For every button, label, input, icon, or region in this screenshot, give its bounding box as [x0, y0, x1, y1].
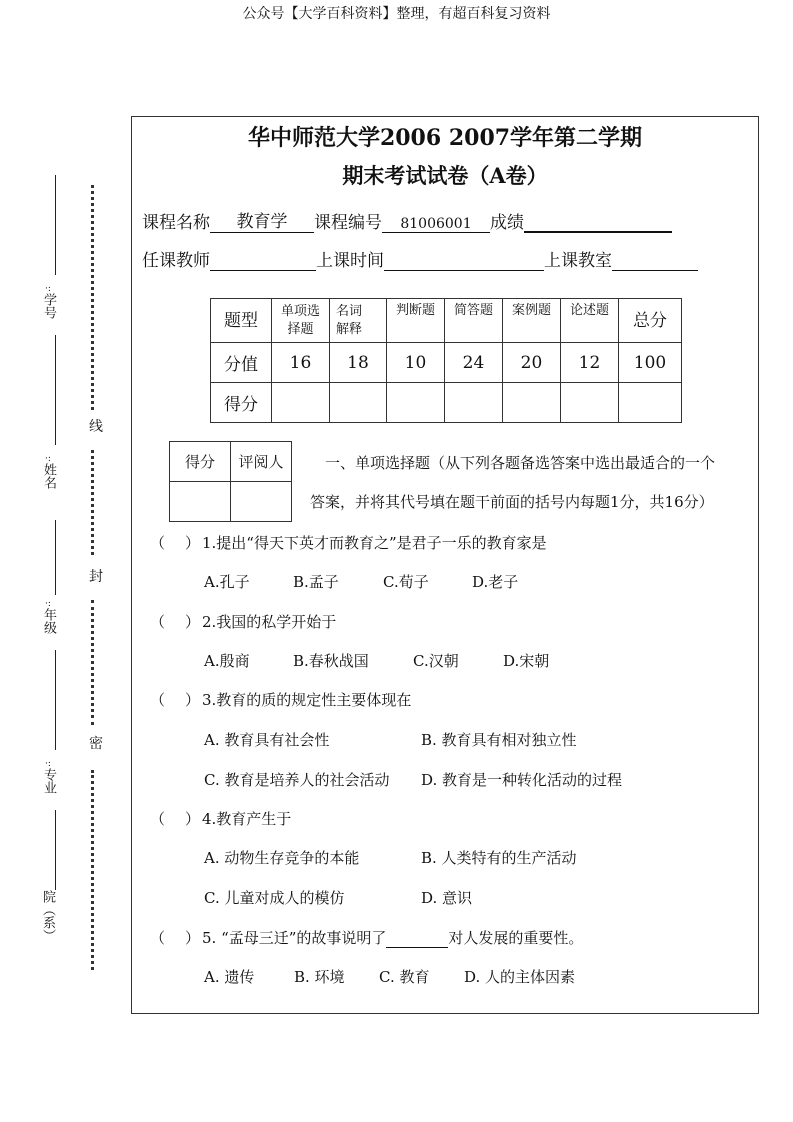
value-cell: 18 — [330, 343, 387, 383]
score-table-value-row — [211, 343, 682, 383]
course-name-label: 课程名称 — [142, 213, 210, 233]
question-4 — [150, 808, 291, 829]
score-table — [210, 298, 682, 423]
header-cell: 单项选 择题 — [272, 299, 330, 343]
q3-options-row1 — [204, 729, 577, 750]
option: B. 教育具有相对独立性 — [421, 731, 577, 749]
value-cell: 24 — [445, 343, 503, 383]
exam-subtitle: 期末考试试卷（A卷） — [342, 163, 548, 188]
q3-options-row2 — [204, 769, 622, 790]
course-code-label: 课程编号 — [314, 213, 382, 233]
field-major: ·: 专业 — [41, 759, 56, 794]
question-stem: 5. “孟母三迁”的故事说明了 — [202, 929, 387, 947]
room-label: 上课教室 — [544, 251, 612, 271]
score-table-header-row — [211, 299, 682, 343]
fill-blank[interactable] — [386, 931, 448, 948]
grader-box — [169, 441, 292, 522]
seal-dotted-line — [91, 185, 94, 410]
option: C.荀子 — [383, 573, 429, 591]
option: D.宋朝 — [503, 652, 550, 670]
grader-name-label: 评阅人 — [231, 442, 292, 482]
option: D. 教育是一种转化活动的过程 — [421, 771, 623, 789]
q2-options — [204, 650, 549, 671]
q5-options — [204, 966, 575, 987]
score-cell[interactable] — [503, 383, 561, 423]
value-cell: 10 — [387, 343, 445, 383]
option: C.汉朝 — [413, 652, 459, 670]
header-total: 总分 — [619, 299, 682, 343]
score-table-score-row — [211, 383, 682, 423]
answer-blank[interactable]: （ ） — [150, 534, 201, 552]
option: A. 遗传 — [204, 968, 255, 986]
score-cell[interactable] — [387, 383, 445, 423]
value-cell: 20 — [503, 343, 561, 383]
header-cell: 名词 解释 — [330, 299, 387, 343]
value-cell: 12 — [561, 343, 619, 383]
margin-line — [55, 810, 56, 890]
answer-blank[interactable]: （ ） — [150, 810, 201, 828]
score-cell[interactable] — [445, 383, 503, 423]
question-stem-end: 对人发展的重要性。 — [448, 929, 584, 947]
course-name-value[interactable]: 教育学 — [210, 207, 314, 233]
question-5 — [150, 927, 583, 948]
value-cell: 16 — [272, 343, 330, 383]
field-grade: ·: 年级 — [41, 599, 56, 634]
field-department: 院（系） — [40, 890, 55, 942]
header-cell: 案例题 — [503, 299, 561, 343]
score-cell[interactable] — [561, 383, 619, 423]
time-field[interactable] — [384, 250, 544, 271]
seal-dotted-line — [91, 770, 94, 970]
q4-options-row2 — [204, 887, 472, 908]
question-stem: 3.教育的质的规定性主要体现在 — [202, 691, 412, 709]
row-label-type: 题型 — [211, 299, 272, 343]
grader-score-field[interactable] — [170, 482, 231, 522]
option: B.春秋战国 — [293, 652, 369, 670]
field-student-id: ·: 学号 — [41, 284, 56, 319]
teacher-field[interactable] — [210, 250, 316, 271]
option: C. 儿童对成人的模仿 — [204, 889, 345, 907]
room-field[interactable] — [612, 250, 698, 271]
seal-dotted-line — [91, 600, 94, 725]
grader-score-label: 得分 — [170, 442, 231, 482]
header-watermark: 公众号【大学百科资料】整理，有超百科复习资料 — [242, 6, 551, 22]
answer-blank[interactable]: （ ） — [150, 691, 201, 709]
option: A.孔子 — [204, 573, 250, 591]
teacher-info-row — [142, 246, 698, 271]
section-heading-cont: 答案，并将其代号填在题干前面的括号内每题1分，共16分） — [310, 493, 714, 511]
header-cell: 判断题 — [387, 299, 445, 343]
question-stem: 2.我国的私学开始于 — [202, 613, 337, 631]
score-cell[interactable] — [272, 383, 330, 423]
question-1 — [150, 532, 547, 553]
question-stem: 1.提出“得天下英才而教育之”是君子一乐的教育家是 — [202, 534, 547, 552]
section-heading: 一、单项选择题（从下列各题备选答案中选出最适合的一个 — [325, 454, 716, 472]
option: D. 人的主体因素 — [464, 968, 576, 986]
answer-blank[interactable]: （ ） — [150, 929, 201, 947]
question-2 — [150, 611, 336, 632]
option: A. 教育具有社会性 — [204, 731, 330, 749]
row-label-value: 分值 — [211, 343, 272, 383]
option: B. 环境 — [294, 968, 345, 986]
question-3 — [150, 689, 411, 710]
margin-line — [55, 335, 56, 445]
margin-line — [55, 650, 56, 750]
course-info-row — [142, 207, 672, 233]
q4-options-row1 — [204, 847, 577, 868]
exam-title: 华中师范大学2006 2007学年第二学期 — [247, 125, 643, 151]
option: C. 教育 — [379, 968, 430, 986]
seal-char-seal: 封 — [89, 569, 103, 585]
answer-blank[interactable]: （ ） — [150, 613, 201, 631]
option: B. 人类特有的生产活动 — [421, 849, 577, 867]
q1-options — [204, 571, 518, 592]
option: D.老子 — [472, 573, 519, 591]
seal-char-line: 线 — [89, 419, 103, 435]
score-cell[interactable] — [330, 383, 387, 423]
question-stem: 4.教育产生于 — [202, 810, 292, 828]
margin-line — [55, 175, 56, 275]
margin-line — [55, 520, 56, 595]
score-cell[interactable] — [619, 383, 682, 423]
header-cell: 论述题 — [561, 299, 619, 343]
field-name: ·: 姓名 — [41, 454, 56, 489]
row-label-score: 得分 — [211, 383, 272, 423]
seal-char-secret: 密 — [89, 736, 103, 752]
value-cell: 100 — [619, 343, 682, 383]
grader-name-field[interactable] — [231, 482, 292, 522]
grade-field[interactable] — [524, 211, 672, 233]
option: A.殷商 — [204, 652, 250, 670]
course-code-value[interactable]: 81006001 — [382, 216, 490, 233]
option: B.孟子 — [293, 573, 339, 591]
grade-label: 成绩 — [490, 213, 524, 233]
header-cell: 简答题 — [445, 299, 503, 343]
option: C. 教育是培养人的社会活动 — [204, 771, 390, 789]
time-label: 上课时间 — [316, 251, 384, 271]
option: D. 意识 — [421, 889, 473, 907]
teacher-label: 任课教师 — [142, 251, 210, 271]
seal-dotted-line — [91, 450, 94, 555]
option: A. 动物生存竞争的本能 — [204, 849, 360, 867]
